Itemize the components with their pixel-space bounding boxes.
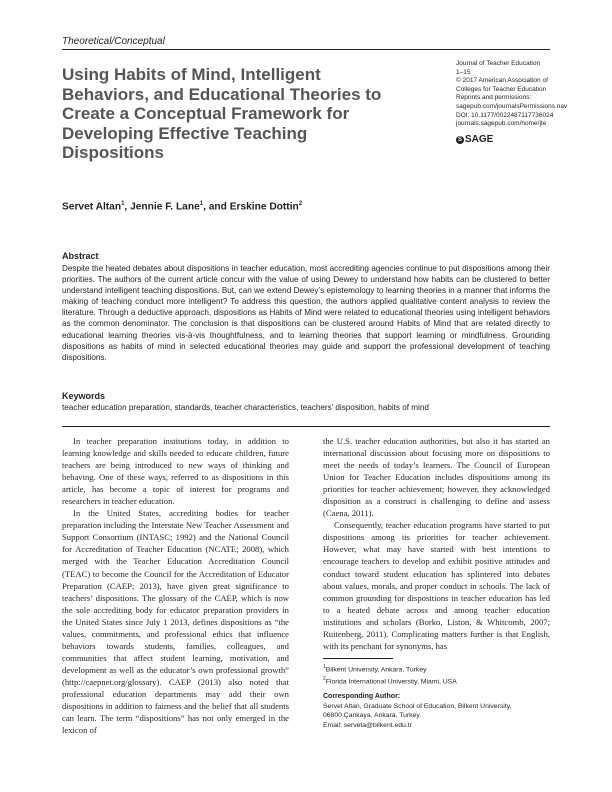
sage-logo-text: SAGE xyxy=(465,134,494,145)
body-column-right xyxy=(323,435,550,652)
body-paragraph: Consequently, teacher education programs have started to put dispositions among its priorities for teacher achievement. However, what may have started with best intentions to encourage teachers to develop and exhibit positive attitudes and conduct toward student education has splintered into debates about values, morals, and proper conduct in schools. The lack of common grounding for dispositions in teacher education has led to a heated debate across and among teacher education institutions and scholars (Borko, Liston, & Whitcomb, 2007; Ruitenberg, 2011). Complicating matters further is that English, with its penchant for synonyms, has xyxy=(323,520,550,651)
body-paragraph: In teacher preparation institutions today, in addition to learning knowledge and skills needed to educate children, future teachers are being introduced to new ways of thinking and behaving. One of these ways, referred to as dispositions in this article, has become a topic of interest for programs and researchers in teacher education. xyxy=(62,436,289,507)
body-paragraph: the U.S. teacher education authorities, but also it has started an international discussion about focusing more on dispositions to meet the needs of today’s learners. The Council of European Union for Teacher Education includes dispositions among its priorities for teacher achievement; however, they acknowledged disposition as a construct is challenging to define and assess (Caena, 2011). xyxy=(323,436,550,519)
corresponding-author-email[interactable]: Email: serveta@bilkent.edu.tr xyxy=(323,721,412,729)
author-name: Servet Altan xyxy=(62,201,122,213)
journal-meta-line: Journal of Teacher Education xyxy=(456,60,541,67)
corresponding-author-line: Servet Altan, Graduate School of Education, Bilkent University, xyxy=(323,702,512,710)
journal-meta-line[interactable]: sagepub.com/journalsPermissions.nav xyxy=(456,102,568,110)
affiliation-text: Florida International University, Miami, USA xyxy=(325,677,457,685)
sage-logo-icon: S xyxy=(457,136,462,143)
journal-meta-line: 1–15 xyxy=(456,68,471,76)
footnotes xyxy=(323,663,550,730)
affiliation-text: Bilkent University, Ankara, Turkey xyxy=(325,666,427,674)
body-column-left xyxy=(62,435,289,736)
author-separator: , xyxy=(124,201,131,213)
journal-meta-line: Reprints and permissions: xyxy=(456,94,532,102)
body-paragraph: In the United States, accrediting bodies for teacher preparation including the Interstate New Teacher Assessment and Support Consortium (INTASC; 1992) and the National Council for Accreditation of Teacher Education (NCATE; 2008), which merged with the Teacher Education Accreditation Council (TEAC) to become the Council for the Accreditation of Educator Preparation (CAEP; 2013), have given great significance to teachers’ dispositions. The glossary of the CAEP, which is now the sole accrediting body for educator preparation providers in the United States since July 1 2013, defines dispositions as “the values, commitments, and professional ethics that influence behaviors towards students, families, colleagues, and communities that affect student learning, motivation, and development as well as the educator’s own professional growth” (http://caepnet.org/glossary). CAEP (2013) also noted that professional education departments may add their own dispositions in addition to fairness and the belief that all students can learn. The term “dispositions” has not only emerged in the lexicon of xyxy=(62,508,289,736)
author-affiliation-marker: 1 xyxy=(121,201,125,207)
author-separator: , and xyxy=(203,201,230,213)
article-title: Using Habits of Mind, Intelligent Behaviors, and Educational Theories to Create a Conceptual Framework for Developing Effective Teaching Dispositions xyxy=(62,65,382,163)
journal-meta-line[interactable]: journals.sagepub.com/home/jte xyxy=(456,120,547,128)
affiliation-marker: 1 xyxy=(323,664,326,670)
author-name: Erskine Dottin xyxy=(229,201,299,213)
affiliation-marker: 2 xyxy=(323,675,326,682)
abstract-heading: Abstract xyxy=(62,251,99,261)
author-affiliation-marker: 2 xyxy=(298,201,303,207)
journal-meta-line[interactable]: DOI: 10.1177/0022487117736024 xyxy=(456,111,554,119)
author-affiliation-marker: 1 xyxy=(199,201,204,207)
affiliation-note xyxy=(323,675,550,687)
corresponding-author-heading: Corresponding Author: xyxy=(323,693,401,701)
affiliation-note xyxy=(323,663,550,675)
journal-meta xyxy=(456,60,596,129)
keywords-text: teacher education preparation, standards, teacher characteristics, teachers’ disposition, habits of mind xyxy=(62,403,429,412)
journal-meta-line: Colleges for Teacher Education xyxy=(456,85,547,93)
author-list xyxy=(62,201,302,212)
keywords-heading: Keywords xyxy=(62,391,106,401)
section-label: Theoretical/Conceptual xyxy=(62,36,165,47)
footnote-rule xyxy=(323,658,393,659)
header-rule xyxy=(62,49,550,50)
section-divider xyxy=(62,426,550,427)
journal-meta-line: © 2017 American Association of xyxy=(456,77,548,85)
author-name: Jennie F. Lane xyxy=(130,201,200,213)
corresponding-author-line: 06800 Çankaya, Ankara, Turkey. xyxy=(323,712,422,720)
sage-logo xyxy=(456,134,493,145)
abstract-text: Despite the heated debates about dispositions in teacher education, most accrediting agencies continue to put dispositions among their priorities. The authors of the current article concur with the value of using Dewey to understand how habits can be clustered to better understand intelligent teaching dispositions. But, can we extend Dewey’s epistemology to learning theories in a manner that informs the making of teaching conduct more intelligent? To address this question, the authors applied qualitative content analysis to review the literature. Through a deductive approach, dispositions as Habits of Mind were related to educational theories using intelligent behaviors as the common denominator. The conclusion is that dispositions can be clustered around Habits of Mind that are related directly to educational learning theories vis-à-vis thoughtfulness, and to learning theories that support learning or mindfulness. Grounding dispositions as habits of mind in selected educational theories may guide and support the professional development of teaching dispositions. xyxy=(62,264,550,362)
